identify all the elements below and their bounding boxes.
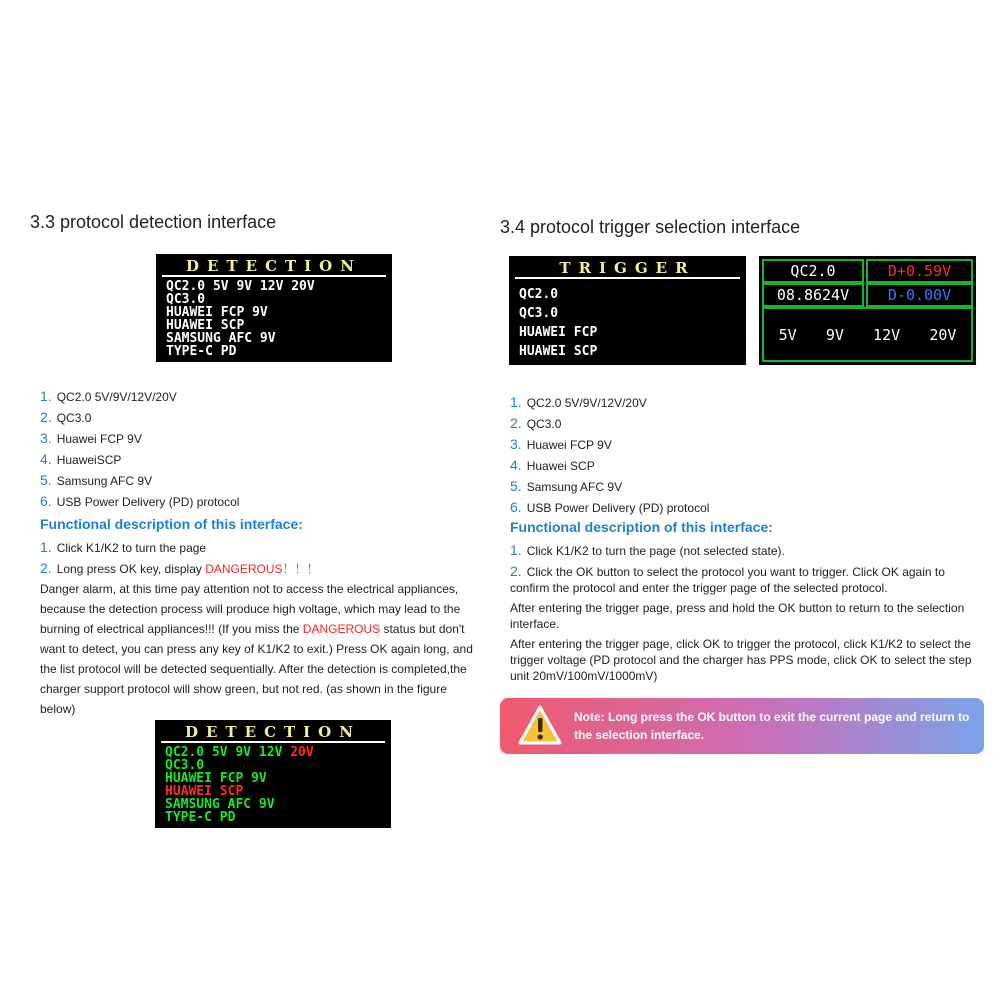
section-title-detection: 3.3 protocol detection interface	[30, 212, 277, 232]
detection-line-qc2: QC2.0 5V 9V 12V 20V	[166, 279, 315, 294]
trigger-line-qc2: QC2.0	[519, 287, 559, 302]
detection-screen-title: DETECTION	[186, 257, 362, 275]
voltage-option: 20V	[929, 325, 957, 344]
detection-result-title: DETECTION	[185, 723, 361, 741]
status-dplus: D+0.59V	[866, 259, 973, 283]
trigger-status-screen	[759, 256, 976, 365]
voltage-option: 5V	[778, 325, 797, 344]
result-line-qc3: QC3.0	[165, 758, 205, 773]
result-line-qc2: QC2.0 5V 9V 12V 20V	[165, 745, 314, 760]
trigger-paragraph-hold: After entering the trigger page, press and hold the OK button to return to the selection interface.	[510, 601, 965, 631]
voltage-options	[762, 307, 973, 362]
list-item: 3. Huawei FCP 9V	[510, 436, 612, 452]
status-protocol: QC2.0	[762, 259, 864, 283]
trigger-protocol-list	[510, 392, 709, 518]
func-step: 2. Long press OK key, display DANGEROUS！！！	[40, 560, 319, 576]
detection-screen	[156, 254, 392, 362]
result-line-afc: SAMSUNG AFC 9V	[165, 797, 275, 812]
note-banner	[500, 698, 984, 754]
detection-line-afc: SAMSUNG AFC 9V	[166, 331, 276, 346]
result-line-fcp: HUAWEI FCP 9V	[165, 771, 267, 786]
dangerous-label: DANGEROUS！！！	[205, 562, 319, 576]
list-item: 6. USB Power Delivery (PD) protocol	[510, 499, 710, 515]
trigger-screen	[509, 256, 746, 365]
list-item: 2. QC3.0	[40, 409, 92, 425]
list-item: 6. USB Power Delivery (PD) protocol	[40, 493, 240, 509]
detection-protocol-list	[40, 386, 239, 512]
note-text: Note: Long press the OK button to exit the current page and return to the selection interface.	[574, 710, 970, 742]
voltage-option: 12V	[873, 325, 901, 344]
trigger-line-fcp: HUAWEI FCP	[519, 325, 598, 340]
trigger-screen-title: TRIGGER	[559, 259, 696, 277]
warning-icon	[518, 704, 562, 746]
detection-line-fcp: HUAWEI FCP 9V	[166, 305, 268, 320]
trigger-line-scp: HUAWEI SCP	[519, 344, 598, 359]
section-title-trigger: 3.4 protocol trigger selection interface	[500, 217, 801, 237]
danger-paragraph: Danger alarm, at this time pay attention not to access the electrical appliances, because the detection process will produce high voltage, which may lead to the burning of electrical appliances!!! (If you miss the DANGEROUS status but don't want to detect, you can press any key of K1/K2 to exit.) Press OK again long, and the list protocol will be detected sequentially. After the detection is completed,the charger support protocol will show green, but not red. (as shown in the figure below)	[40, 582, 473, 716]
detection-func-description	[40, 537, 480, 719]
list-item: 3. Huawei FCP 9V	[40, 430, 142, 446]
trigger-paragraph-pps: After entering the trigger page, click OK to trigger the protocol, click K1/K2 to select the trigger voltage (PD protocol and the charger has PPS mode, click OK to select the step unit 20mV/100mV/1000mV)	[510, 637, 972, 683]
func-step: 1. Click K1/K2 to turn the page (not selected state).	[510, 542, 785, 558]
list-item: 5. Samsung AFC 9V	[40, 472, 153, 488]
list-item: 4. Huawei SCP	[510, 457, 595, 473]
func-step: 1. Click K1/K2 to turn the page	[40, 539, 207, 555]
func-step: 2. Click the OK button to select the protocol you want to trigger. Click OK again to confirm the protocol and enter the trigger page of the selected protocol.	[510, 563, 945, 595]
list-item: 1. QC2.0 5V/9V/12V/20V	[40, 388, 177, 404]
detection-line-scp: HUAWEI SCP	[166, 318, 245, 333]
dangerous-inline: DANGEROUS	[302, 622, 381, 636]
detection-line-qc3: QC3.0	[166, 292, 206, 307]
detection-func-heading: Functional description of this interface:	[40, 516, 303, 532]
result-line-scp: HUAWEI SCP	[165, 784, 244, 799]
result-line-pd: TYPE-C PD	[165, 810, 236, 825]
status-dminus: D-0.00V	[866, 283, 973, 307]
list-item: 5. Samsung AFC 9V	[510, 478, 623, 494]
status-voltage: 08.8624V	[762, 283, 864, 307]
list-item: 1. QC2.0 5V/9V/12V/20V	[510, 394, 647, 410]
list-item: 4. HuaweiSCP	[40, 451, 122, 467]
trigger-line-qc3: QC3.0	[519, 306, 559, 321]
list-item: 2. QC3.0	[510, 415, 562, 431]
voltage-option: 9V	[825, 325, 844, 344]
detection-result-screen	[155, 720, 391, 828]
trigger-func-description	[510, 540, 980, 684]
detection-line-pd: TYPE-C PD	[166, 344, 237, 359]
trigger-func-heading: Functional description of this interface:	[510, 519, 773, 535]
